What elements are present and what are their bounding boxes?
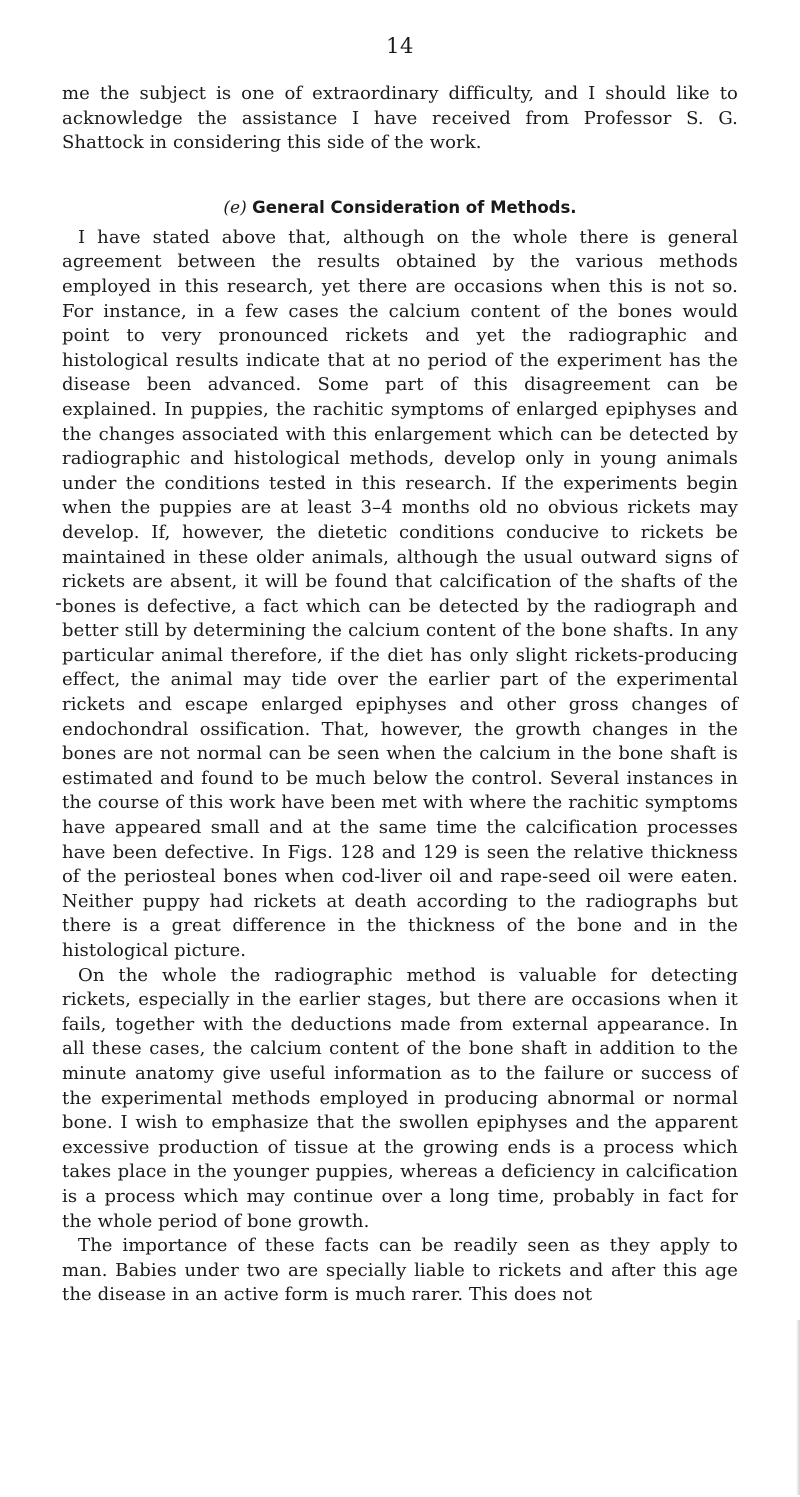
section-title: General Consideration of Methods. (252, 197, 577, 217)
page-number: 14 (386, 34, 414, 58)
section-heading (62, 196, 738, 220)
paragraph-3: The importance of these facts can be readily seen as they apply to man. Babies under two are specially liable to rickets and after this age the disease in an active form is much rarer. This does not (62, 1235, 738, 1306)
margin-mark (56, 603, 61, 605)
paragraph-2: On the whole the radiographic method is valuable for detecting rickets, especially in the earlier stages, but there are occasions when it fails, together with the deductions made from external appearance. In all these cases, the calcium content of the bone shaft in addition to the minute anatomy give useful information as to the failure or success of the experimental methods employed in producing abnormal or normal bone. I wish to emphasize that the swollen epiphyses and the apparent excessive production of tissue at the growing ends is a process which takes place in the younger puppies, whereas a deficiency in calcification is a process which may continue over a long time, probably in fact for the whole period of bone growth. (62, 964, 738, 1232)
paragraph-intro: me the subject is one of extraordinary difficulty, and I should like to acknowledge the assistance I have received from Professor S. G. Shattock in considering this side of the work. (62, 83, 738, 154)
paragraph-1: I have stated above that, although on the whole there is general agreement between the results obtained by the various methods employed in this research, yet there are occasions when this is not so. For instance, in a few cases the calcium content of the bones would point to very pronounced rickets and yet the radiographic and histological results indicate that at no period of the experiment has the disease been advanced. Some part of this disagreement can be explained. In puppies, the rachitic symptoms of enlarged epiphyses and the changes associated with this enlargement which can be detected by radiographic and histological methods, develop only in young animals under the conditions tested in this research. If the experiments begin when the puppies are at least 3–4 months old no obvious rickets may develop. If, however, the dietetic conditions conducive to rickets be maintained in these older animals, although the usual outward signs of rickets are absent, it will be found that calcification of the shafts of the bones is defective, a fact which can be detected by the radiograph and better still by determining the calcium content of the bone shafts. In any particular animal therefore, if the diet has only slight rickets-producing effect, the animal may tide over the earlier part of the experimental rickets and escape enlarged epiphyses and other gross changes of endochondral ossification. That, however, the growth changes in the bones are not normal can be seen when the calcium in the bone shaft is estimated and found to be much below the control. Several instances in the course of this work have been met with where the rachitic symptoms have appeared small and at the same time the calcification processes have been defective. In Figs. 128 and 129 is seen the relative thickness of the periosteal bones when cod-liver oil and rape-seed oil were eaten. Neither puppy had rickets at death according to the radiographs but there is a great difference in the thickness of the bone and in the histological picture. (62, 226, 738, 961)
section-letter: (e) (223, 197, 247, 218)
page-edge-shadow (796, 1320, 800, 1495)
body-text (62, 82, 738, 1308)
